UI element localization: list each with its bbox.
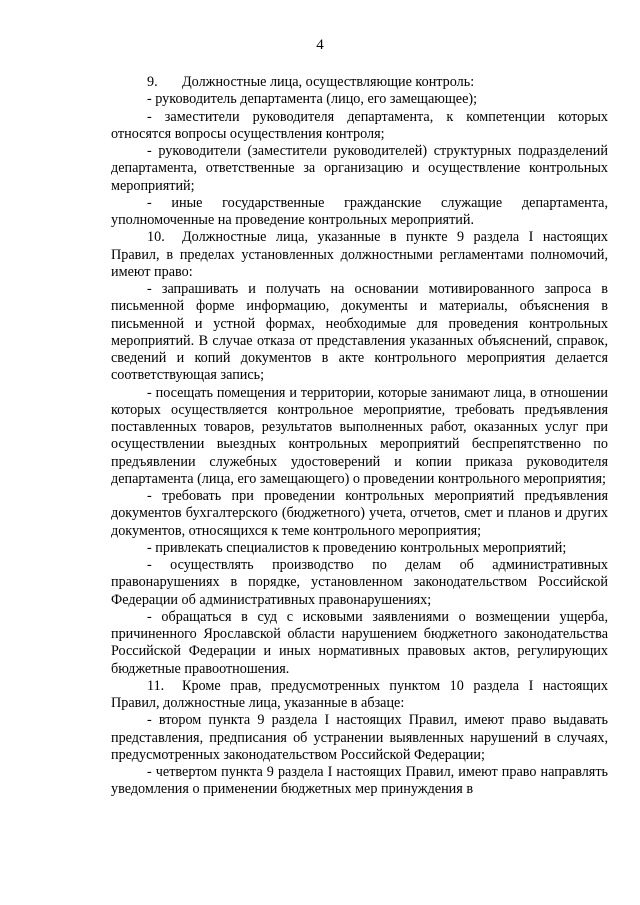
paragraph-11 — [111, 678, 608, 713]
paragraph-9-bullet — [111, 91, 608, 108]
paragraph-text: Кроме прав, предусмотренных пунктом 10 раздела I настоящих Правил, должностные лица, указанные в абзаце: — [111, 677, 608, 711]
paragraph-10-bullet — [111, 488, 608, 540]
item-number: 9. — [147, 74, 158, 90]
paragraph-text: - запрашивать и получать на основании мотивированного запроса в письменной форме информацию, документы и материалы, объяснения в письменной и устной формах, необходимые для проведения контрольных мероприятий. В случае отказа от представления указанных объяснений, справок, сведений и копий документов в акте контрольного мероприятия делается соответствующая запись; — [111, 281, 608, 384]
paragraph-text: - руководители (заместители руководителей) структурных подразделений департамента, ответственные за организацию и осуществление контрольных мероприятий; — [111, 143, 608, 194]
paragraph-text: - требовать при проведении контрольных мероприятий предъявления документов бухгалтерского (бюджетного) учета, отчетов, смет и планов и других документов, относящихся к теме контрольного мероприятия; — [111, 488, 608, 539]
item-number: 11. — [147, 677, 165, 694]
paragraph-text: - руководитель департамента (лицо, его замещающее); — [147, 91, 478, 108]
paragraph-text: - осуществлять производство по делам об административных правонарушениях в порядке, установленном законодательством Российской Федерации об административных правонарушениях; — [111, 557, 608, 608]
paragraph-text: - обращаться в суд с исковыми заявлениями о возмещении ущерба, причиненного Ярославской области нарушением бюджетного законодательства Российской Федерации и иных нормативных правовых актов, регулирующих бюджетные правоотношения. — [111, 608, 608, 677]
paragraph-9-bullet — [111, 109, 608, 144]
paragraph-10-bullet — [111, 557, 608, 609]
paragraph-10-bullet — [111, 540, 608, 557]
paragraph-text: Должностные лица, осуществляющие контроль: — [182, 74, 475, 90]
document-body — [111, 74, 608, 799]
paragraph-10-bullet — [111, 609, 608, 678]
paragraph-11-bullet — [111, 712, 608, 764]
paragraph-text: - иные государственные гражданские служащие департамента, уполномоченные на проведение контрольных мероприятий. — [111, 194, 608, 228]
item-number: 10. — [147, 229, 165, 246]
paragraph-text: - втором пункта 9 раздела I настоящих Правил, имеют право выдавать представления, предписания об устранении выявленных нарушений в случаях, предусмотренных законодательством Российской Федерации; — [111, 712, 608, 763]
paragraph-10-bullet — [111, 281, 608, 385]
paragraph-10 — [111, 229, 608, 281]
paragraph-text: - четвертом пункта 9 раздела I настоящих Правил, имеют право направлять уведомления о применении бюджетных мер принуждения в — [111, 764, 608, 798]
paragraph-9-bullet — [111, 143, 608, 195]
page-number: 4 — [316, 37, 324, 53]
paragraph-9 — [111, 74, 608, 91]
paragraph-9-bullet — [111, 195, 608, 230]
paragraph-text: Должностные лица, указанные в пункте 9 раздела I настоящих Правил, в пределах установленных должностными регламентами полномочий, имеют право: — [111, 229, 608, 280]
paragraph-10-bullet — [111, 385, 608, 489]
paragraph-11-bullet — [111, 764, 608, 799]
paragraph-text: - посещать помещения и территории, которые занимают лица, в отношении которых осуществляется контрольное мероприятие, требовать предъявления поставленных товаров, результатов выполненных работ, оказанных услуг при осуществлении выездных контрольных мероприятий беспрепятственно по предъявлении служебных удостоверений и копии приказа руководителя департамента (лица, его замещающего) о проведении контрольного мероприятия; — [111, 384, 608, 487]
paragraph-text: - заместители руководителя департамента, к компетенции которых относятся вопросы осуществления контроля; — [111, 108, 608, 142]
paragraph-text: - привлекать специалистов к проведению контрольных мероприятий; — [147, 539, 567, 556]
